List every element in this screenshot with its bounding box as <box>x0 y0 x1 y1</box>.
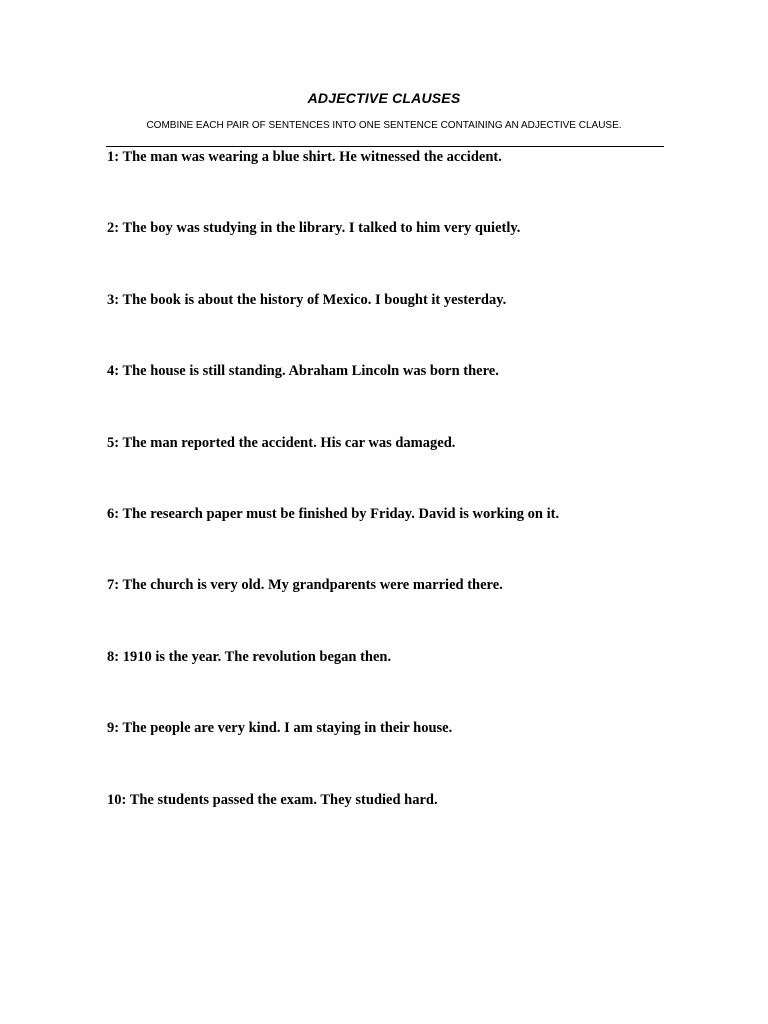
exercise-item-10: 10: The students passed the exam. They studied hard. <box>107 791 438 808</box>
exercise-item-2: 2: The boy was studying in the library. I talked to him very quietly. <box>107 220 521 237</box>
worksheet-instructions: COMBINE EACH PAIR OF SENTENCES INTO ONE SENTENCE CONTAINING AN ADJECTIVE CLAUSE. <box>146 120 622 131</box>
worksheet-title: ADJECTIVE CLAUSES <box>307 90 461 106</box>
exercise-item-4: 4: The house is still standing. Abraham Lincoln was born there. <box>107 363 499 380</box>
exercise-item-3: 3: The book is about the history of Mexico. I bought it yesterday. <box>107 291 507 308</box>
exercise-item-8: 8: 1910 is the year. The revolution began then. <box>107 648 392 665</box>
exercise-item-1: 1: The man was wearing a blue shirt. He witnessed the accident. <box>107 149 502 165</box>
exercise-list <box>107 147 687 861</box>
exercise-item-9: 9: The people are very kind. I am staying in their house. <box>107 720 453 737</box>
exercise-item-6: 6: The research paper must be finished by Friday. David is working on it. <box>107 505 560 522</box>
exercise-item-7: 7: The church is very old. My grandparents were married there. <box>107 577 503 594</box>
exercise-item-5: 5: The man reported the accident. His car was damaged. <box>107 434 456 451</box>
